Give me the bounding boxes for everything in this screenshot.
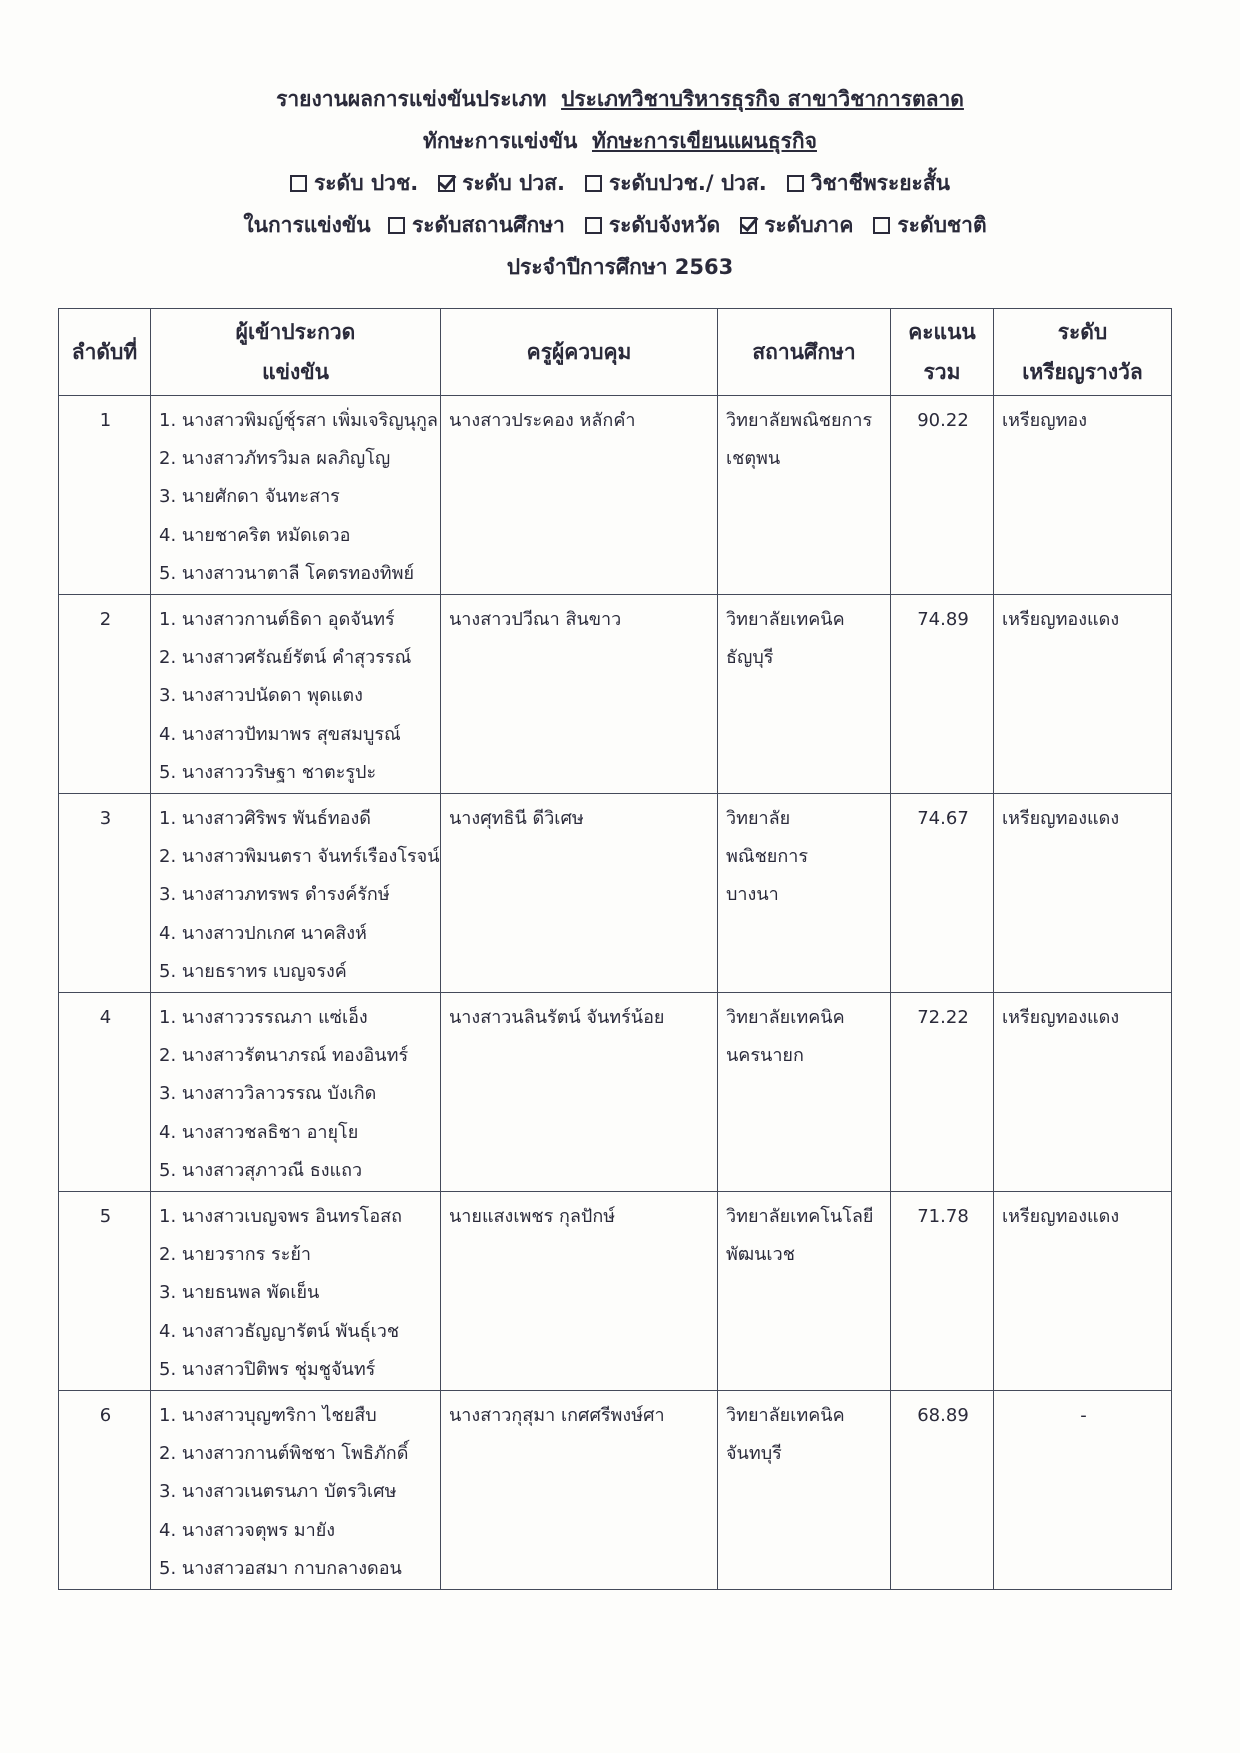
education-level-options xyxy=(0,162,1240,204)
competition-level-option xyxy=(585,204,720,246)
school-cell xyxy=(718,595,891,794)
score-cell: 74.89 xyxy=(891,595,994,794)
award-cell: - xyxy=(994,1391,1172,1590)
table-row xyxy=(59,794,1172,993)
member-name: 5. นางสาวสุภาวณี ธงแถว xyxy=(159,1159,363,1181)
competition-level-options xyxy=(378,213,997,237)
education-level-option xyxy=(585,162,767,204)
competition-level-option xyxy=(873,204,986,246)
rank-cell: 1 xyxy=(59,396,151,595)
competition-level-option-label: ระดับชาติ xyxy=(897,213,987,237)
teacher-cell: นางสาวประคอง หลักคำ xyxy=(441,396,718,595)
table-row xyxy=(59,1192,1172,1391)
competition-level-option-label: ระดับภาค xyxy=(764,213,854,237)
col-award-line2: เหรียญรางวัล xyxy=(1022,360,1143,384)
rank-cell: 6 xyxy=(59,1391,151,1590)
school-name-line: จันทบุรี xyxy=(726,1443,782,1465)
school-name-line: วิทยาลัยเทคโนโลยี xyxy=(726,1206,874,1227)
checkbox-icon xyxy=(585,217,602,234)
member-name: 3. นางสาววิลาวรรณ บังเกิด xyxy=(159,1083,377,1105)
table-row xyxy=(59,396,1172,595)
education-level-option-label: วิชาชีพระยะสั้น xyxy=(810,171,950,195)
school-name-line: วิทยาลัยเทคนิค xyxy=(726,1405,845,1426)
score-cell: 72.22 xyxy=(891,993,994,1192)
table-row xyxy=(59,595,1172,794)
member-name: 3. นายศักดา จันทะสาร xyxy=(159,486,340,508)
member-name: 3. นางสาวภทรพร ดำรงค์รักษ์ xyxy=(159,884,390,906)
results-table xyxy=(58,308,1172,1590)
col-school: สถานศึกษา xyxy=(718,309,891,396)
member-name: 3. นางสาวเนตรนภา บัตรวิเศษ xyxy=(159,1481,397,1503)
score-cell: 74.67 xyxy=(891,794,994,993)
school-name-line: วิทยาลัยเทคนิค xyxy=(726,1007,845,1028)
skill-value: ทักษะการเขียนแผนธุรกิจ xyxy=(591,129,817,153)
table-row xyxy=(59,1391,1172,1590)
teacher-cell: นางสาวปวีณา สินขาว xyxy=(441,595,718,794)
member-name: 4. นางสาวปกเกศ นาคสิงห์ xyxy=(159,922,367,944)
member-name: 4. นางสาวปัทมาพร สุขสมบูรณ์ xyxy=(159,723,401,745)
checked-checkbox-icon xyxy=(438,175,455,192)
col-competitors-line1: ผู้เข้าประกวด xyxy=(235,320,356,344)
checkbox-icon xyxy=(388,217,405,234)
checked-checkbox-icon xyxy=(740,217,757,234)
education-level-option xyxy=(290,162,418,204)
competition-level-option xyxy=(388,204,565,246)
category-label: รายงานผลการแข่งขันประเภท xyxy=(276,87,547,111)
member-name: 1. นางสาวเบญจพร อินทรโอสถ xyxy=(159,1206,403,1227)
col-award-line1: ระดับ xyxy=(1057,320,1108,344)
school-cell xyxy=(718,1192,891,1391)
education-level-option-label: ระดับปวช./ ปวส. xyxy=(608,171,767,195)
member-name: 4. นางสาวชลธิชา อายุโย xyxy=(159,1121,359,1143)
col-award xyxy=(994,309,1172,396)
col-score-line1: คะแนน xyxy=(908,320,976,344)
member-name: 1. นางสาวศิริพร พันธ์ทองดี xyxy=(159,808,371,829)
checkbox-icon xyxy=(585,175,602,192)
school-name-line: ธัญบุรี xyxy=(726,647,774,669)
member-name: 5. นางสาวอสมา กาบกลางดอน xyxy=(159,1557,402,1579)
rank-cell: 4 xyxy=(59,993,151,1192)
teacher-cell: นางศุทธินี ดีวิเศษ xyxy=(441,794,718,993)
competition-level-option-label: ระดับสถานศึกษา xyxy=(411,213,565,237)
member-name: 1. นางสาวพิมญ์ชุ์รสา เพิ่มเจริญนุกูล xyxy=(159,410,438,431)
col-rank: ลำดับที่ xyxy=(59,309,151,396)
award-cell: เหรียญทองแดง xyxy=(994,595,1172,794)
member-name: 2. นางสาวพิมนตรา จันทร์เรืองโรจน์ xyxy=(159,846,440,868)
school-name-line: พณิชยการ xyxy=(726,846,809,868)
col-teacher: ครูผู้ควบคุม xyxy=(441,309,718,396)
school-cell xyxy=(718,794,891,993)
rank-cell: 5 xyxy=(59,1192,151,1391)
header-skill-line xyxy=(0,120,1240,162)
member-name: 2. นายวรากร ระย้า xyxy=(159,1244,312,1266)
school-name-line: พัฒนเวช xyxy=(726,1244,795,1266)
award-cell: เหรียญทอง xyxy=(994,396,1172,595)
competition-label: ในการแข่งขัน xyxy=(243,213,371,237)
member-name: 2. นางสาวศรัณย์รัตน์ คำสุวรรณ์ xyxy=(159,647,412,669)
member-name: 2. นางสาวรัตนาภรณ์ ทองอินทร์ xyxy=(159,1045,409,1067)
award-cell: เหรียญทองแดง xyxy=(994,794,1172,993)
school-cell xyxy=(718,1391,891,1590)
score-cell: 68.89 xyxy=(891,1391,994,1590)
education-level-option xyxy=(787,162,950,204)
academic-year: ประจำปีการศึกษา 2563 xyxy=(506,255,734,279)
member-name: 1. นางสาววรรณภา แซ่เอ็ง xyxy=(159,1007,368,1028)
member-name: 4. นายชาคริต หมัดเดวอ xyxy=(159,524,351,546)
col-competitors xyxy=(151,309,441,396)
skill-label: ทักษะการแข่งขัน xyxy=(423,129,578,153)
col-score xyxy=(891,309,994,396)
member-name: 5. นางสาวปิติพร ชุ่มชูจันทร์ xyxy=(159,1358,376,1380)
school-name-line: วิทยาลัยพณิชยการ xyxy=(726,410,873,431)
competition-level-option xyxy=(740,204,853,246)
school-name-line: วิทยาลัยเทคนิค xyxy=(726,609,845,630)
score-cell: 90.22 xyxy=(891,396,994,595)
table-header-row xyxy=(59,309,1172,396)
award-cell: เหรียญทองแดง xyxy=(994,993,1172,1192)
members-cell xyxy=(151,396,441,595)
school-name-line: วิทยาลัย xyxy=(726,808,791,829)
school-name-line: เชตุพน xyxy=(726,448,781,470)
members-cell xyxy=(151,1391,441,1590)
competition-level-option-label: ระดับจังหวัด xyxy=(608,213,721,237)
member-name: 1. นางสาวกานต์ธิดา อุดจันทร์ xyxy=(159,609,395,630)
col-competitors-line2: แข่งขัน xyxy=(262,360,329,384)
member-name: 3. นายธนพล พัดเย็น xyxy=(159,1282,320,1304)
rank-cell: 3 xyxy=(59,794,151,993)
member-name: 4. นางสาวธัญญารัตน์ พันธุ์เวช xyxy=(159,1320,400,1342)
teacher-cell: นายแสงเพชร กุลปักษ์ xyxy=(441,1192,718,1391)
education-level-option-label: ระดับ ปวส. xyxy=(462,171,565,195)
teacher-cell: นางสาวกุสุมา เกศศรีพงษ์ศา xyxy=(441,1391,718,1590)
school-name-line: นครนายก xyxy=(726,1045,804,1067)
education-level-option-label: ระดับ ปวช. xyxy=(314,171,419,195)
header-category-line xyxy=(0,78,1240,120)
competition-level-line xyxy=(0,204,1240,246)
members-cell xyxy=(151,595,441,794)
member-name: 4. นางสาวจตุพร มายัง xyxy=(159,1519,336,1541)
member-name: 5. นางสาววริษฐา ชาตะรูปะ xyxy=(159,761,377,783)
category-value: ประเภทวิชาบริหารธุรกิจ สาขาวิชาการตลาด xyxy=(561,87,964,111)
education-level-option xyxy=(438,162,565,204)
col-score-line2: รวม xyxy=(923,360,961,384)
member-name: 5. นายธราทร เบญจรงค์ xyxy=(159,960,347,982)
report-header xyxy=(0,78,1240,288)
school-cell xyxy=(718,396,891,595)
member-name: 3. นางสาวปนัดดา พุดแตง xyxy=(159,685,363,707)
members-cell xyxy=(151,993,441,1192)
teacher-cell: นางสาวนลินรัตน์ จันทร์น้อย xyxy=(441,993,718,1192)
score-cell: 71.78 xyxy=(891,1192,994,1391)
checkbox-icon xyxy=(873,217,890,234)
checkbox-icon xyxy=(290,175,307,192)
member-name: 2. นางสาวกานต์พิชชา โพธิภักดิ์ xyxy=(159,1443,409,1465)
rank-cell: 2 xyxy=(59,595,151,794)
member-name: 5. นางสาวนาตาลี โคตรทองทิพย์ xyxy=(159,562,415,584)
checkbox-icon xyxy=(787,175,804,192)
award-cell: เหรียญทองแดง xyxy=(994,1192,1172,1391)
member-name: 2. นางสาวภัทรวิมล ผลภิญโญ xyxy=(159,448,391,470)
members-cell xyxy=(151,1192,441,1391)
school-cell xyxy=(718,993,891,1192)
member-name: 1. นางสาวบุญฑริกา ไชยสืบ xyxy=(159,1405,377,1426)
members-cell xyxy=(151,794,441,993)
table-row xyxy=(59,993,1172,1192)
school-name-line: บางนา xyxy=(726,884,779,906)
